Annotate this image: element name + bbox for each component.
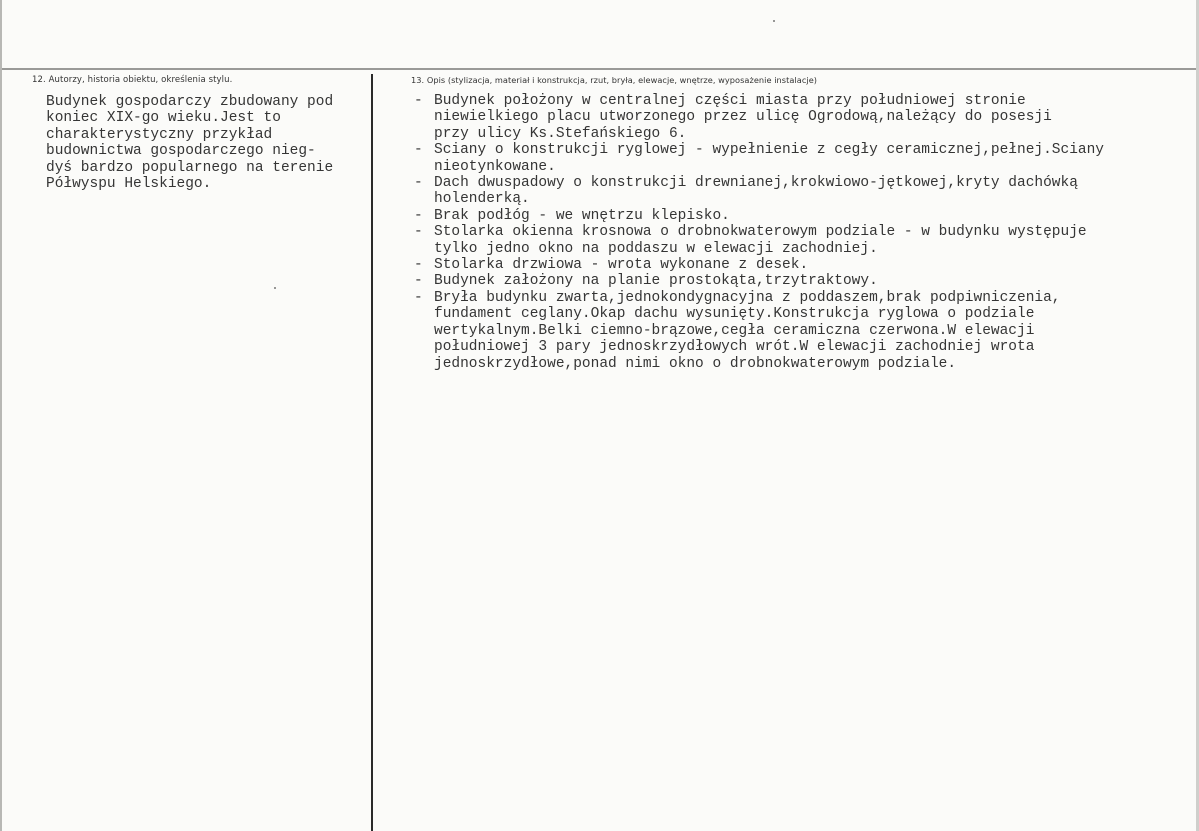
item-line: Sciany o konstrukcji ryglowej - wypełnienie z cegły ceramicznej,pełnej.Sciany	[434, 142, 1105, 159]
description-item	[414, 93, 1199, 142]
column-divider	[371, 74, 373, 831]
description-item	[414, 257, 1199, 273]
section-12-body	[46, 94, 368, 192]
item-dash: -	[414, 257, 423, 274]
section-13-header: 13. Opis (stylizacja, materiał i konstrukcja, rzut, bryła, elewacje, wnętrze, wyposażenie instalacje)	[411, 75, 818, 85]
description-item	[414, 175, 1199, 208]
paper-speck	[773, 20, 775, 22]
left-edge	[0, 0, 2, 831]
item-line: nieotynkowane.	[434, 158, 556, 175]
section-12-line: charakterystyczny przykład	[46, 126, 273, 143]
paper-speck	[274, 287, 276, 289]
item-line: niewielkiego placu utworzonego przez ulicę Ogrodową,należący do posesji	[434, 109, 1052, 126]
description-item	[414, 273, 1199, 289]
top-rule	[0, 68, 1199, 70]
item-line: wertykalnym.Belki ciemno-brązowe,cegła ceramiczna czerwona.W elewacji	[434, 322, 1035, 339]
item-line: Budynek położony w centralnej części miasta przy południowej stronie	[434, 93, 1026, 109]
item-dash: -	[414, 224, 423, 241]
item-dash: -	[414, 142, 423, 159]
item-line: fundament ceglany.Okap dachu wysunięty.Konstrukcja ryglowa o podziale	[434, 306, 1035, 323]
item-dash: -	[414, 289, 423, 306]
section-12-header: 12. Autorzy, historia obiektu, określenia stylu.	[32, 75, 233, 85]
item-dash: -	[414, 175, 423, 192]
item-dash: -	[414, 93, 423, 109]
item-line: Budynek założony na planie prostokąta,trzytraktowy.	[434, 273, 878, 290]
item-line: Brak podłóg - we wnętrzu klepisko.	[434, 207, 730, 224]
item-line: Stolarka drzwiowa - wrota wykonane z desek.	[434, 257, 809, 274]
section-12-line: koniec XIX-go wieku.Jest to	[46, 110, 281, 127]
item-dash: -	[414, 207, 423, 224]
item-dash: -	[414, 273, 423, 290]
item-line: Bryła budynku zwarta,jednokondygnacyjna z poddaszem,brak podpiwniczenia,	[434, 289, 1061, 306]
item-line: Dach dwuspadowy o konstrukcji drewnianej,krokwiowo-jętkowej,kryty dachówką	[434, 175, 1078, 192]
section-12-line: dyś bardzo popularnego na terenie	[46, 159, 334, 176]
item-line: przy ulicy Ks.Stefańskiego 6.	[434, 125, 687, 142]
description-item	[414, 142, 1199, 175]
section-13-body	[414, 93, 1199, 372]
item-line: Stolarka okienna krosnowa o drobnokwaterowym podziale - w budynku występuje	[434, 224, 1087, 241]
section-12-line: budownictwa gospodarczego nieg-	[46, 143, 316, 160]
description-item	[414, 208, 1199, 224]
item-line: tylko jedno okno na poddaszu w elewacji zachodniej.	[434, 240, 878, 257]
description-item	[414, 290, 1199, 372]
item-line: jednoskrzydłowe,ponad nimi okno o drobnokwaterowym podziale.	[434, 355, 957, 372]
section-12-line: Budynek gospodarczy zbudowany pod	[46, 94, 334, 110]
section-12-line: Półwyspu Helskiego.	[46, 176, 212, 193]
description-item	[414, 224, 1199, 257]
item-line: holenderką.	[434, 191, 530, 208]
item-line: południowej 3 pary jednoskrzydłowych wrót.W elewacji zachodniej wrota	[434, 339, 1035, 356]
